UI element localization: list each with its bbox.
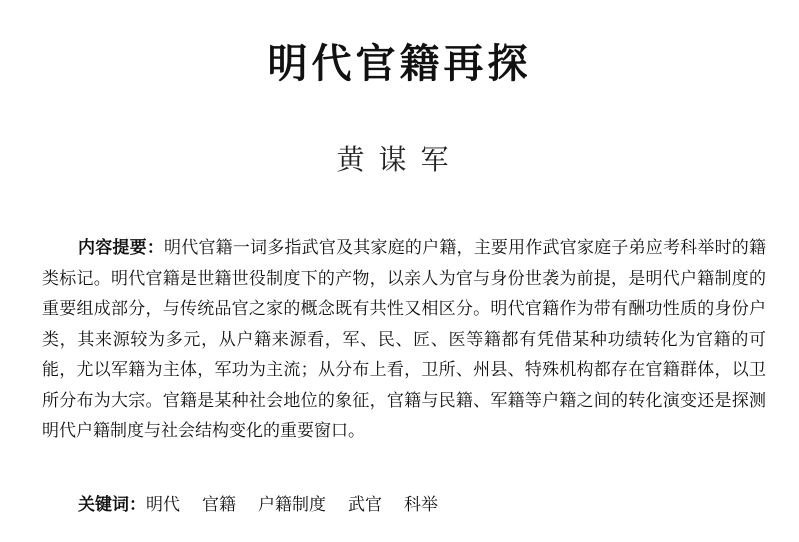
abstract-text: 明代官籍一词多指武官及其家庭的户籍，主要用作武官家庭子弟应考科举时的籍类标记。明代官籍是世籍世役制度下的产物，以亲人为官与身份世袭为前提，是明代户籍制度的重要组成部分，与传统品官之家的概念既有共性又相区分。明代官籍作为带有酬功性质的身份户类，其来源较为多元，从户籍来源看，军、民、匠、医等籍都有凭借某种功绩转化为官籍的可能，尤以军籍为主体，军功为主流；从分布上看，卫所、州县、特殊机构都存在官籍群体，以卫所分布为大宗。官籍是某种社会地位的象征，官籍与民籍、军籍等户籍之间的转化演变还是探测明代户籍制度与社会结构变化的重要窗口。 xyxy=(42,238,767,441)
author-name: 黄谋军 xyxy=(336,143,463,176)
paper-title: 明代官籍再探 xyxy=(267,41,532,87)
keyword: 武官 xyxy=(348,495,382,515)
keyword: 科举 xyxy=(404,495,438,515)
keyword: 官籍 xyxy=(202,495,236,515)
keywords-line xyxy=(78,490,778,520)
keyword: 明代 xyxy=(146,495,180,515)
keyword: 户籍制度 xyxy=(258,495,326,515)
abstract-paragraph xyxy=(42,233,766,447)
keywords-label: 关键词： xyxy=(78,495,146,515)
abstract-label: 内容提要： xyxy=(78,238,165,258)
